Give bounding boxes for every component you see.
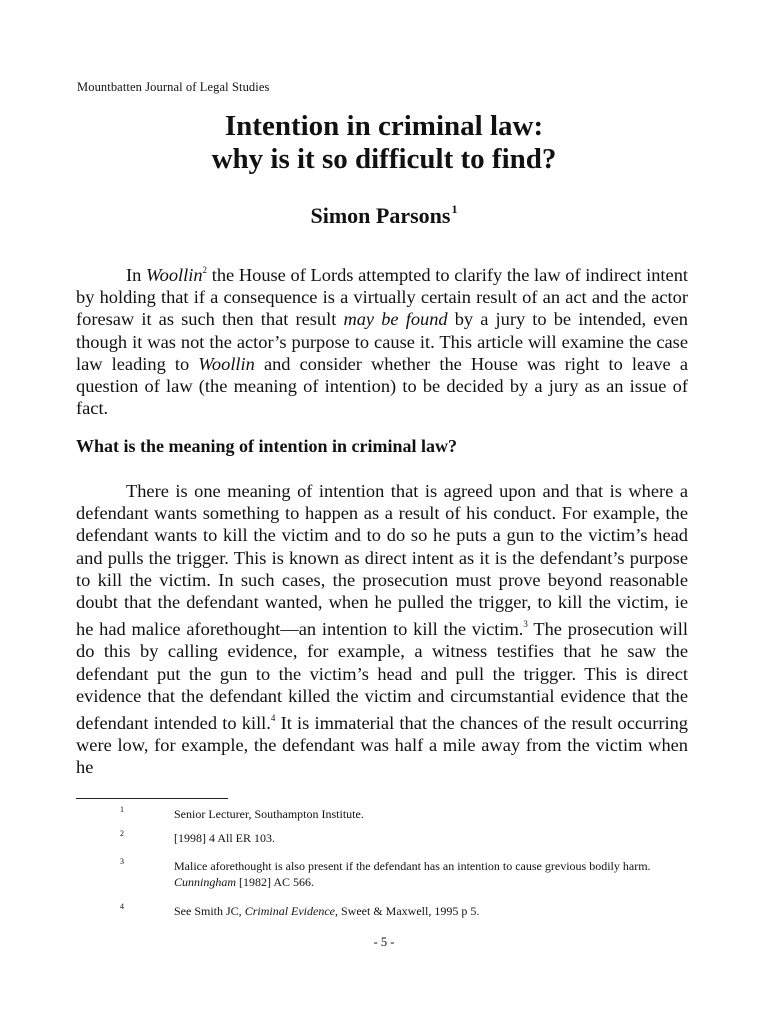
book-title: Criminal Evidence: [244, 904, 335, 918]
text: Malice aforethought is also present if the defendant has an intention to cause grevious bodily harm.: [174, 859, 651, 873]
emphasis: may be found: [343, 309, 448, 330]
case-name: Woollin: [146, 265, 203, 285]
text: and consider whether the House was right to leave a question of law (the meaning of intention) to be decided by a jury as an issue of fact.: [76, 353, 688, 419]
footnote-number: 1: [120, 805, 124, 814]
footnote-3: [76, 858, 696, 890]
case-name: Cunningham: [174, 875, 237, 889]
journal-name: Mountbatten Journal of Legal Studies: [77, 80, 270, 94]
footnote-divider: [76, 798, 228, 799]
text: See Smith JC,: [174, 904, 245, 918]
article-title: [0, 110, 768, 176]
case-name: Woollin: [198, 353, 255, 374]
footnote-4: [76, 903, 696, 919]
intro-paragraph: [76, 259, 688, 419]
footnote-2: [76, 830, 696, 846]
author-line: [0, 202, 768, 229]
text: The prosecution will do this by calling evidence, for example, a witness testifies that he saw the defendant put the gun to the victim’s head and pull the trigger. This is direct evidence that the defendant killed the victim and circumstantial evidence that the defendant intended to kill.: [76, 619, 688, 734]
footnote-ref-2: 2: [202, 265, 208, 275]
footnote-ref-4: 4: [270, 713, 276, 724]
text: [1982] AC 566.: [236, 875, 315, 889]
text: the House of Lords attempted to clarify the law of indirect intent by holding that if a consequence is a virtually certain result of an act and the actor foresaw it as such then that result: [76, 265, 688, 330]
footnote-text: [174, 858, 696, 890]
text: , Sweet & Maxwell, 1995 p 5.: [335, 904, 480, 918]
title-line-1: Intention in criminal law:: [224, 110, 544, 142]
page-number: - 5 -: [373, 935, 395, 949]
section-heading: What is the meaning of intention in criminal law?: [76, 436, 458, 456]
title-line-2: why is it so difficult to find?: [211, 143, 557, 175]
footnote-text: [1998] 4 All ER 103.: [174, 831, 275, 845]
text: There is one meaning of intention that is agreed upon and that is where a defendant wants something to happen as a result of his conduct. For example, the defendant wants to kill the victim and to do so he puts a gun to the victim’s head and pulls the trigger. This is known as direct intent as it is the defendant’s purpose to kill the victim. In such cases, the prosecution must prove beyond reasonable doubt that the defendant wanted, when he pulled the trigger, to kill the victim, ie he had malice aforethought—an intention to kill the victim.: [76, 481, 688, 640]
footnote-number: 3: [120, 857, 124, 866]
text: by a jury to be intended, even though it was not the actor’s purpose to cause it. This article will examine the case law leading to: [76, 309, 688, 374]
footnote-number: 4: [120, 902, 124, 911]
author-name: Simon Parsons: [310, 203, 451, 228]
footnote-text: [174, 903, 696, 919]
footnote-1: [76, 806, 696, 822]
footnote-ref-3: 3: [523, 619, 528, 630]
text: In: [126, 265, 146, 285]
body-paragraph: [76, 480, 688, 779]
author-footnote-ref: 1: [451, 202, 458, 216]
footnote-number: 2: [120, 829, 124, 838]
text: It is immaterial that the chances of the result occurring were low, for example, the defendant was half a mile away from the victim when he: [76, 713, 688, 778]
footnote-text: Senior Lecturer, Southampton Institute.: [174, 807, 364, 821]
